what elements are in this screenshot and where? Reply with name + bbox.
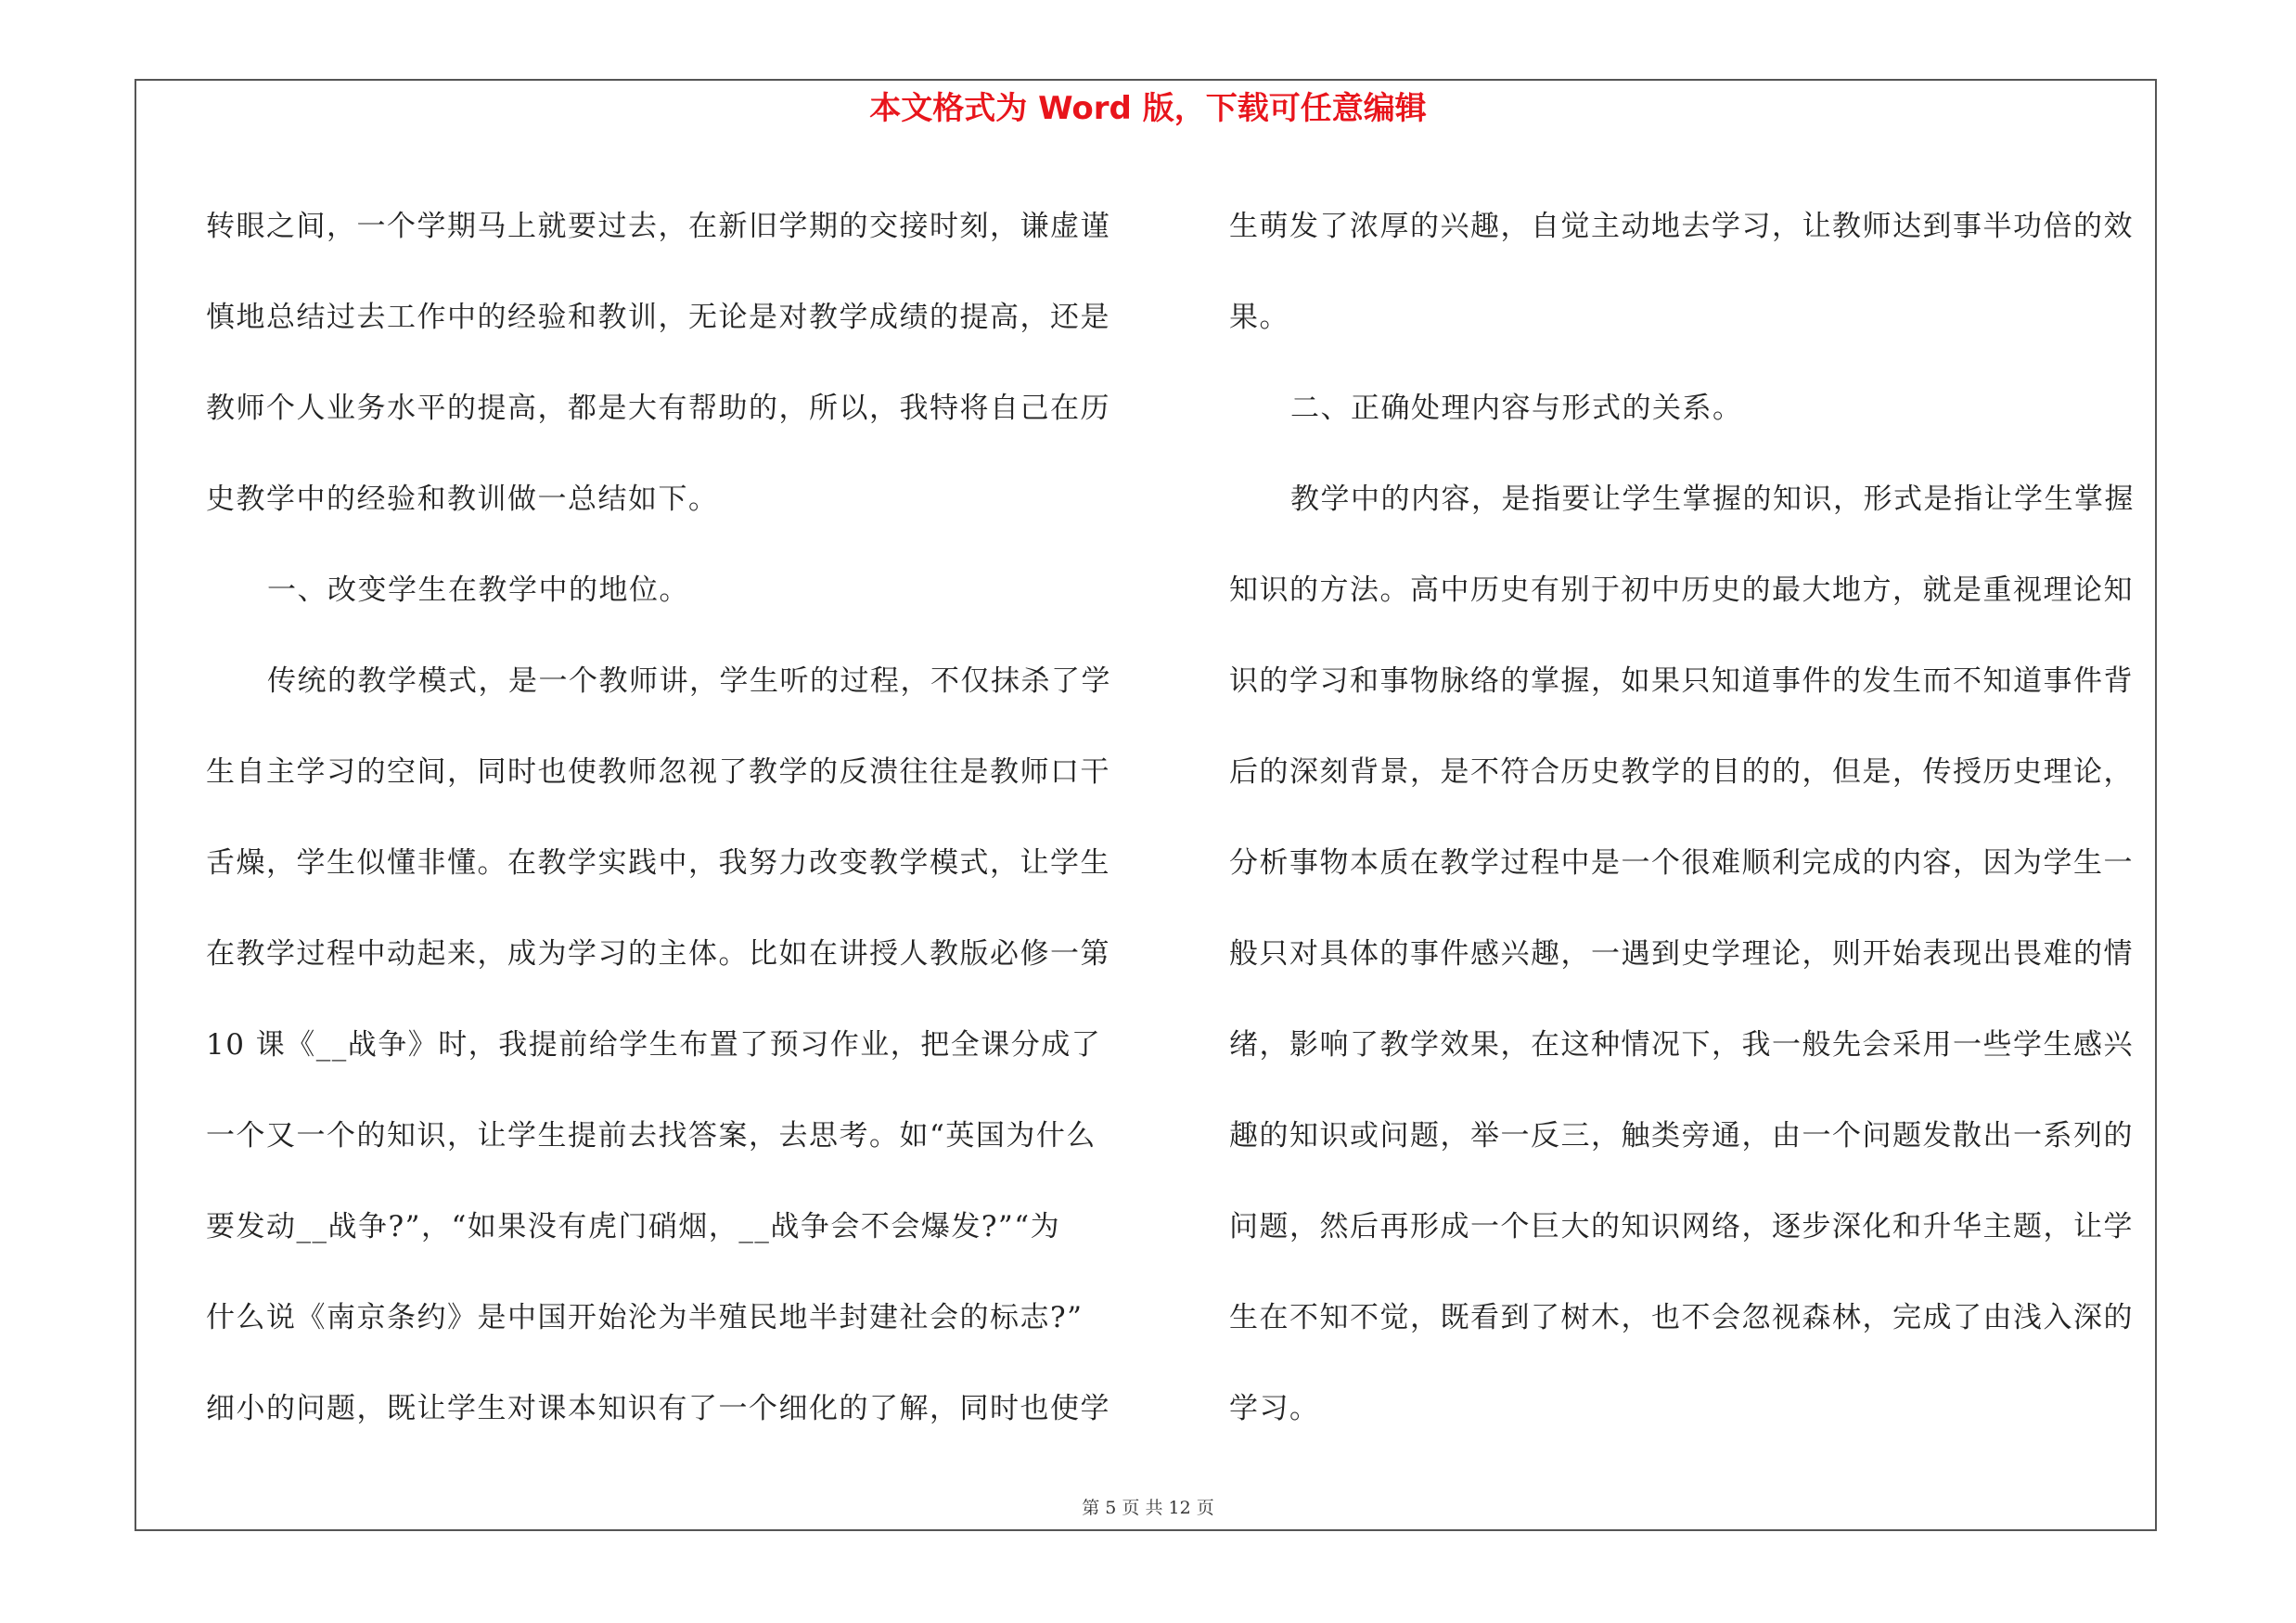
section-heading: 二、正确处理内容与形式的关系。	[1290, 392, 1743, 425]
left-column-text	[206, 181, 1124, 1454]
text-line: 一个又一个的知识，让学生提前去找答案，去思考。如“英国为什么	[206, 1119, 1097, 1153]
text-line: 般只对具体的事件感兴趣，一遇到史学理论，则开始表现出畏难的情	[1229, 937, 2134, 971]
text-line: 分析事物本质在教学过程中是一个很难顺利完成的内容，因为学生一	[1229, 846, 2134, 880]
text-line: 史教学中的经验和教训做一总结如下。	[206, 483, 719, 516]
text-line: 绪，影响了教学效果，在这种情况下，我一般先会采用一些学生感兴	[1229, 1028, 2134, 1062]
section-heading: 一、改变学生在教学中的地位。	[267, 573, 689, 607]
text-line: 生萌发了浓厚的兴趣，自觉主动地去学习，让教师达到事半功倍的效	[1229, 210, 2134, 243]
text-line: 教学中的内容，是指要让学生掌握的知识，形式是指让学生掌握	[1290, 483, 2135, 516]
text-line: 传统的教学模式，是一个教师讲，学生听的过程，不仅抹杀了学	[267, 664, 1111, 698]
left-column	[206, 181, 1124, 1454]
text-line: 教师个人业务水平的提高，都是大有帮助的，所以，我特将自己在历	[206, 392, 1110, 425]
text-line: 舌燥，学生似懂非懂。在教学实践中，我努力改变教学模式，让学生	[206, 846, 1110, 880]
text-line: 趣的知识或问题，举一反三，触类旁通，由一个问题发散出一系列的	[1229, 1119, 2134, 1153]
text-line: 细小的问题，既让学生对课本知识有了一个细化的了解，同时也使学	[206, 1392, 1110, 1425]
text-line: 转眼之间，一个学期马上就要过去，在新旧学期的交接时刻，谦虚谨	[206, 210, 1110, 243]
text-line: 要发动__战争?”，“如果没有虎门硝烟，__战争会不会爆发?”“为	[206, 1210, 1061, 1243]
text-line: 知识的方法。高中历史有别于初中历史的最大地方，就是重视理论知	[1229, 573, 2134, 607]
text-line: 生自主学习的空间，同时也使教师忽视了教学的反溃往往是教师口干	[206, 755, 1110, 789]
text-line: 后的深刻背景，是不符合历史教学的目的的，但是，传授历史理论，	[1229, 755, 2134, 789]
text-line: 果。	[1229, 301, 1289, 334]
text-line: 什么说《南京条约》是中国开始沦为半殖民地半封建社会的标志?”	[206, 1301, 1084, 1334]
right-column	[1229, 181, 2152, 1454]
page-number: 第 5 页 共 12 页	[1082, 1498, 1214, 1518]
text-line: 在教学过程中动起来，成为学习的主体。比如在讲授人教版必修一第	[206, 937, 1110, 971]
text-line: 识的学习和事物脉络的掌握，如果只知道事件的发生而不知道事件背	[1229, 664, 2134, 698]
text-line: 慎地总结过去工作中的经验和教训，无论是对教学成绩的提高，还是	[206, 301, 1110, 334]
right-column-text	[1229, 181, 2152, 1454]
text-line: 生在不知不觉，既看到了树木，也不会忽视森林，完成了由浅入深的	[1229, 1301, 2134, 1334]
format-banner: 本文格式为 Word 版，下载可任意编辑	[869, 90, 1427, 127]
text-line: 问题，然后再形成一个巨大的知识网络，逐步深化和升华主题，让学	[1229, 1210, 2134, 1243]
text-line: 10 课《__战争》时，我提前给学生布置了预习作业，把全课分成了	[206, 1028, 1102, 1062]
text-line: 学习。	[1229, 1392, 1320, 1425]
